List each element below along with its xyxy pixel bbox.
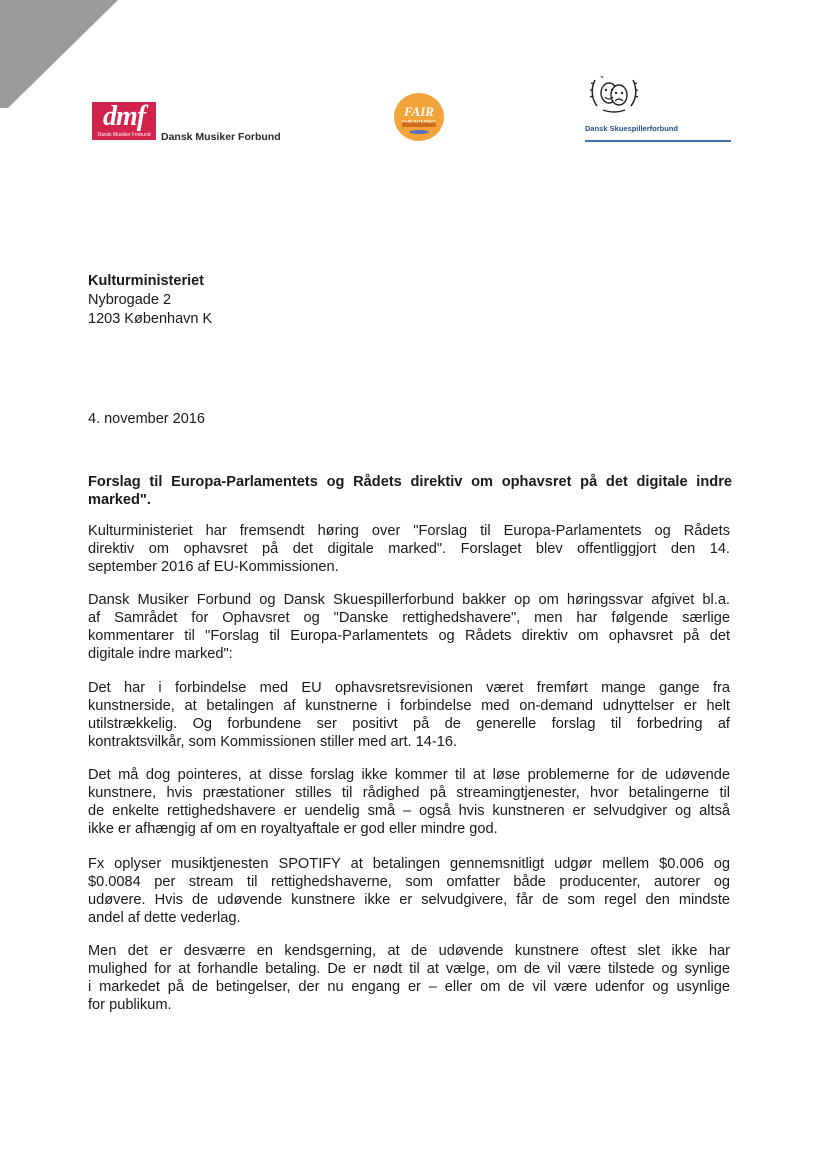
paragraph-line: for publikum. [88,997,172,1013]
paragraph-line: kunstnerside, at betalingen af kunstnerne i forbindelse med on-demand udnyttelser er helt [88,698,730,714]
subject-line: marked". [88,492,151,508]
paragraph-line: Det må dog pointeres, at disse forslag ikke kommer til at løse problemerne for de udøvende [88,767,730,783]
dmf-logo-tagline: Dansk Musiker Forbund [97,132,151,138]
dsf-logo-name: Dansk Skuespillerforbund [585,124,678,133]
body-paragraph-6 [88,942,730,1014]
recipient-city: 1203 København K [88,311,213,327]
recipient-street: Nybrogade 2 [88,292,172,308]
paragraph-line: andel af dette vederlag. [88,910,241,926]
dmf-logo-name: Dansk Musiker Forbund [161,131,281,143]
paragraph-line: direktiv om ophavsret på det digitale marked". Forslaget blev offentliggjort den 14. [88,541,730,557]
paragraph-line: mulighed for at forhandle betaling. De er nødt til at vælge, om de vil være tilstede og synlige [88,961,730,977]
recipient-name: Kulturministeriet [88,273,205,289]
body-paragraph-4 [88,766,730,838]
fair-logo-tagline: FAIR INTERNET [402,119,436,124]
theatre-masks-icon [589,76,639,114]
paragraph-line: Fx oplyser musiktjenesten SPOTIFY at betalingen gennemsnitligt udgør mellem $0.006 og [88,856,730,872]
subject-line: Forslag til Europa-Parlamentets og Rådets direktiv om ophavsret på det digitale indre [88,474,732,490]
paragraph-line: kommentarer til "Forslag til Europa-Parlamentets og Rådets direktiv om ophavsret på det [88,628,730,644]
paragraph-line: af Samrådet for Ophavsret og "Danske rettighedshavere", men har følgende særlige [88,610,730,626]
paragraph-line: udøvere. Hvis de udøvende kunstnere ikke er selvudgivere, får de som regel den mindste [88,892,730,908]
paragraph-line: Dansk Musiker Forbund og Dansk Skuespillerforbund bakker op om høringssvar afgivet bl.a. [88,592,730,608]
paragraph-line: Men det er desværre en kendsgerning, at de udøvende kunstnere oftest slet ikke har [88,943,730,959]
paragraph-line: Det har i forbindelse med EU ophavsretsrevisionen været fremført mange gange fra [88,680,730,696]
body-paragraph-5 [88,855,730,927]
paragraph-line: kunstnere, hvis præstationer stilles til rådighed på streamingtjenester, hvor betalingerne til [88,785,730,801]
body-paragraph-3 [88,679,730,751]
paragraph-line: september 2016 af EU-Kommissionen. [88,559,339,575]
paragraph-line: de enkelte rettighedshavere er uendelig små – også hvis kunstneren er selvudgiver og altså [88,803,730,819]
paragraph-line: Kulturministeriet har fremsendt høring over "Forslag til Europa-Parlamentets og Rådets [88,523,730,539]
paragraph-line: digitale indre marked": [88,646,233,662]
letter-subject [88,473,732,509]
dsf-logo-rule [585,140,731,142]
paragraph-line: $0.0084 per stream til rettighedshaverne, som omfatter både producenter, autorer og [88,874,730,890]
paragraph-line: kontraktsvilkår, som Kommissionen stiller med art. 14-16. [88,734,458,750]
letter-date: 4. november 2016 [88,411,205,427]
paragraph-line: ikke er afhængig af om en royaltyaftale er god eller mindre god. [88,821,498,837]
dmf-logo-mark: dmf [92,102,156,140]
paragraph-line: utilstrækkelig. Og forbundene ser positivt på de generelle forslag til forbedring af [88,716,730,732]
fair-logo [393,92,445,142]
fair-logo-mark: FAIR [404,104,434,119]
dsf-logo [585,74,733,146]
paragraph-line: i markedet på de betingelser, der nu engang er – eller om de vil være udenfor og usynlige [88,979,730,995]
body-paragraph-1 [88,522,730,576]
page-corner-fold [0,0,120,110]
body-paragraph-2 [88,591,730,663]
